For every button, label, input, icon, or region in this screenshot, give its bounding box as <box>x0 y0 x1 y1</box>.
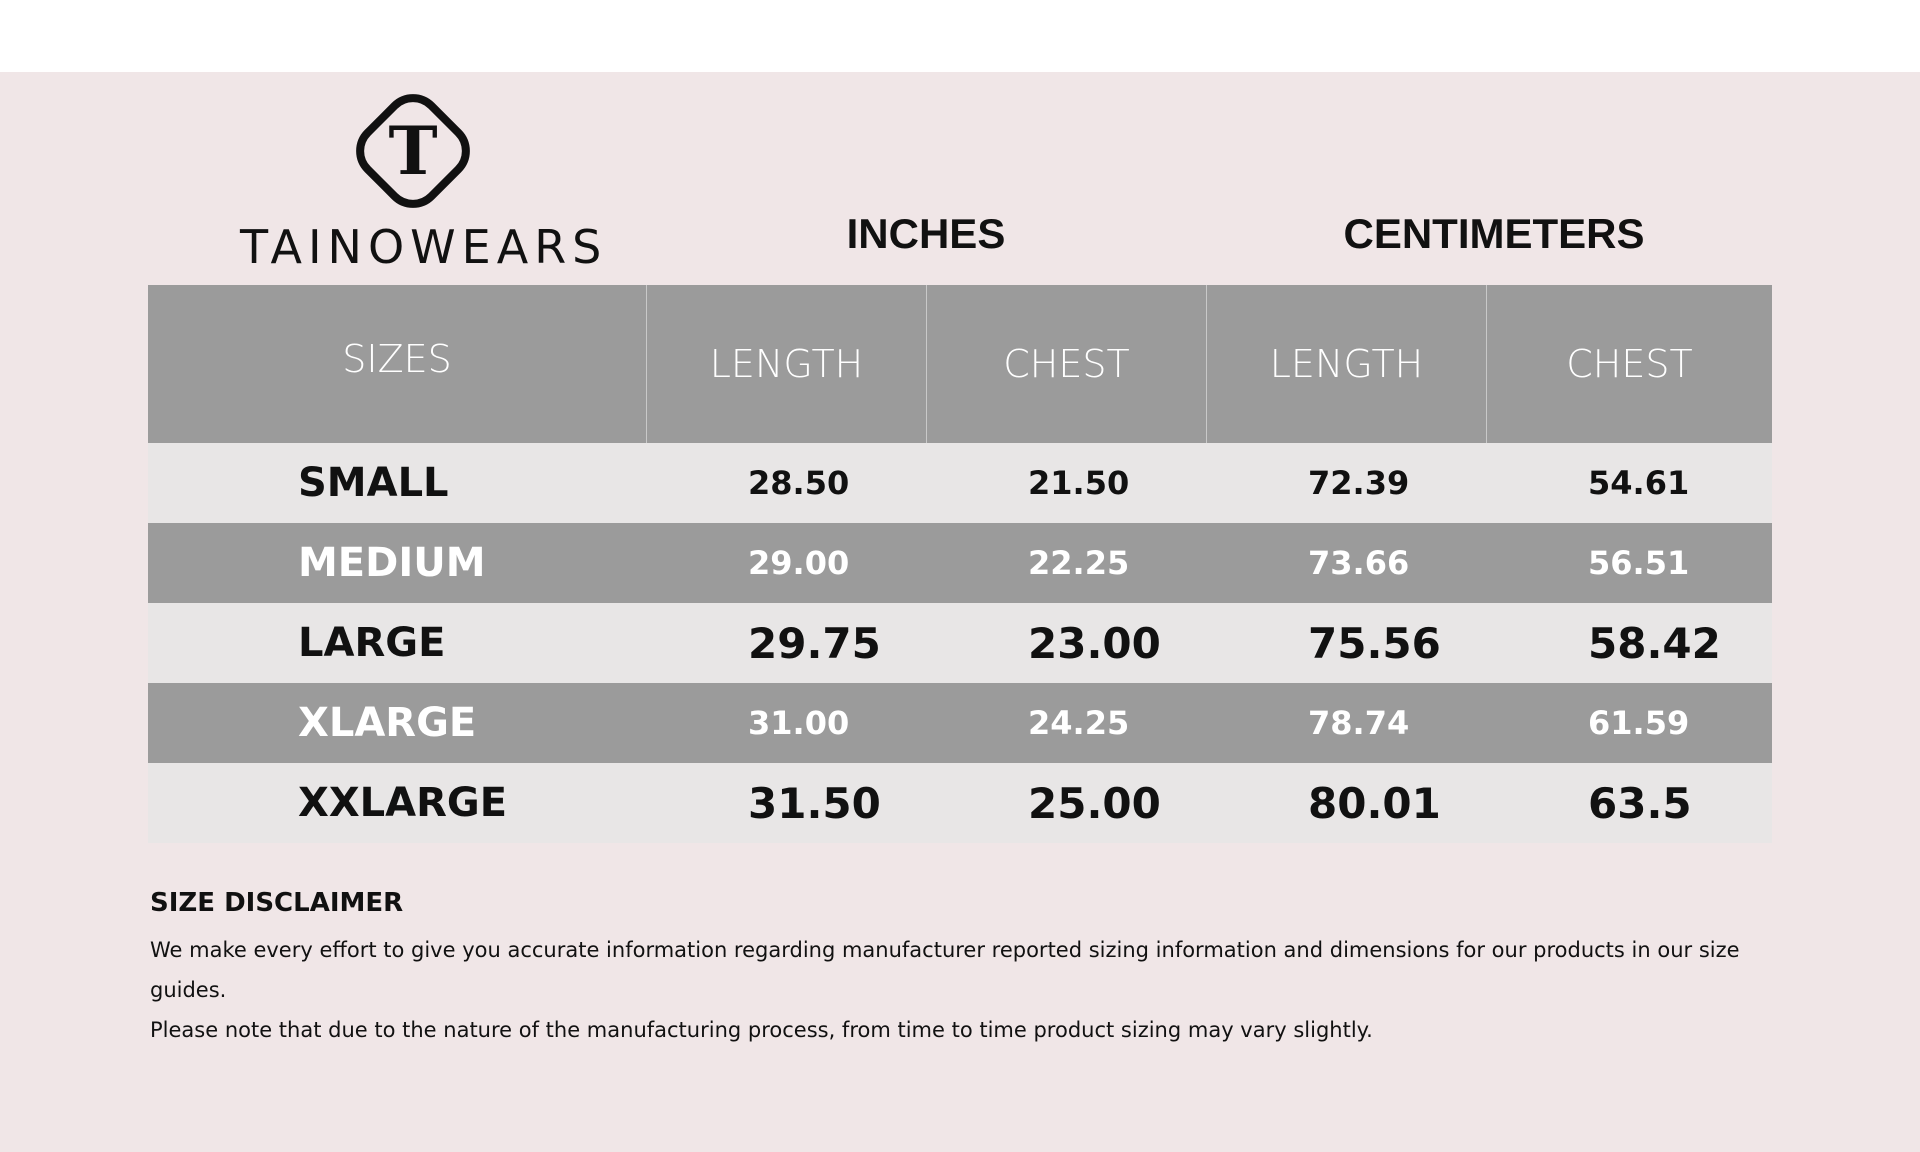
cm-chest-value: 58.42 <box>1588 618 1721 668</box>
table-row <box>148 603 1772 683</box>
header-sizes: SIZES <box>342 337 452 381</box>
inches-heading: INCHES <box>846 210 1006 257</box>
size-disclaimer <box>150 888 1790 1050</box>
disclaimer-title: SIZE DISCLAIMER <box>150 888 404 918</box>
brand-logo <box>240 88 608 274</box>
inches-chest-value: 23.00 <box>1028 618 1161 668</box>
inches-length-value: 31.00 <box>748 704 850 742</box>
table-row <box>148 443 1772 523</box>
cm-length-value: 78.74 <box>1308 704 1410 742</box>
inches-chest-value: 21.50 <box>1028 464 1130 502</box>
centimeters-heading: CENTIMETERS <box>1343 210 1645 257</box>
size-label: XXLARGE <box>298 780 508 826</box>
table-row <box>148 763 1772 843</box>
inches-length-value: 31.50 <box>748 778 881 828</box>
header-cm-length: LENGTH <box>1206 285 1486 443</box>
cm-chest-value: 61.59 <box>1588 704 1690 742</box>
cm-length-value: 80.01 <box>1308 778 1441 828</box>
inches-chest-value: 24.25 <box>1028 704 1130 742</box>
disclaimer-text-line-1: We make every effort to give you accurate information regarding manufacturer reported sizing information and dimensions for our products in our size guides. <box>150 938 1740 1002</box>
cm-length-value: 72.39 <box>1308 464 1410 502</box>
size-label: XLARGE <box>298 700 477 746</box>
cm-length-value: 75.56 <box>1308 618 1441 668</box>
size-label: MEDIUM <box>298 540 486 586</box>
inches-chest-value: 22.25 <box>1028 544 1130 582</box>
cm-chest-value: 56.51 <box>1588 544 1690 582</box>
inches-length-value: 28.50 <box>748 464 850 502</box>
size-table <box>148 285 1772 843</box>
cm-chest-value: 63.5 <box>1588 778 1692 828</box>
size-label: LARGE <box>298 620 446 666</box>
cm-length-value: 73.66 <box>1308 544 1410 582</box>
header-inches-length: LENGTH <box>646 285 926 443</box>
table-header-row <box>148 285 1772 443</box>
table-row <box>148 683 1772 763</box>
header-inches-chest: CHEST <box>926 285 1206 443</box>
inches-length-value: 29.00 <box>748 544 850 582</box>
table-row <box>148 523 1772 603</box>
brand-logo-mark <box>350 88 476 214</box>
inches-length-value: 29.75 <box>748 618 881 668</box>
size-label: SMALL <box>298 460 449 506</box>
brand-name: TAINOWEARS <box>240 220 608 274</box>
cm-chest-value: 54.61 <box>1588 464 1690 502</box>
svg-text:T: T <box>388 112 438 190</box>
header-cm-chest: CHEST <box>1486 285 1772 443</box>
disclaimer-text-line-2: Please note that due to the nature of the manufacturing process, from time to time product sizing may vary slightly. <box>150 1018 1373 1042</box>
inches-chest-value: 25.00 <box>1028 778 1161 828</box>
